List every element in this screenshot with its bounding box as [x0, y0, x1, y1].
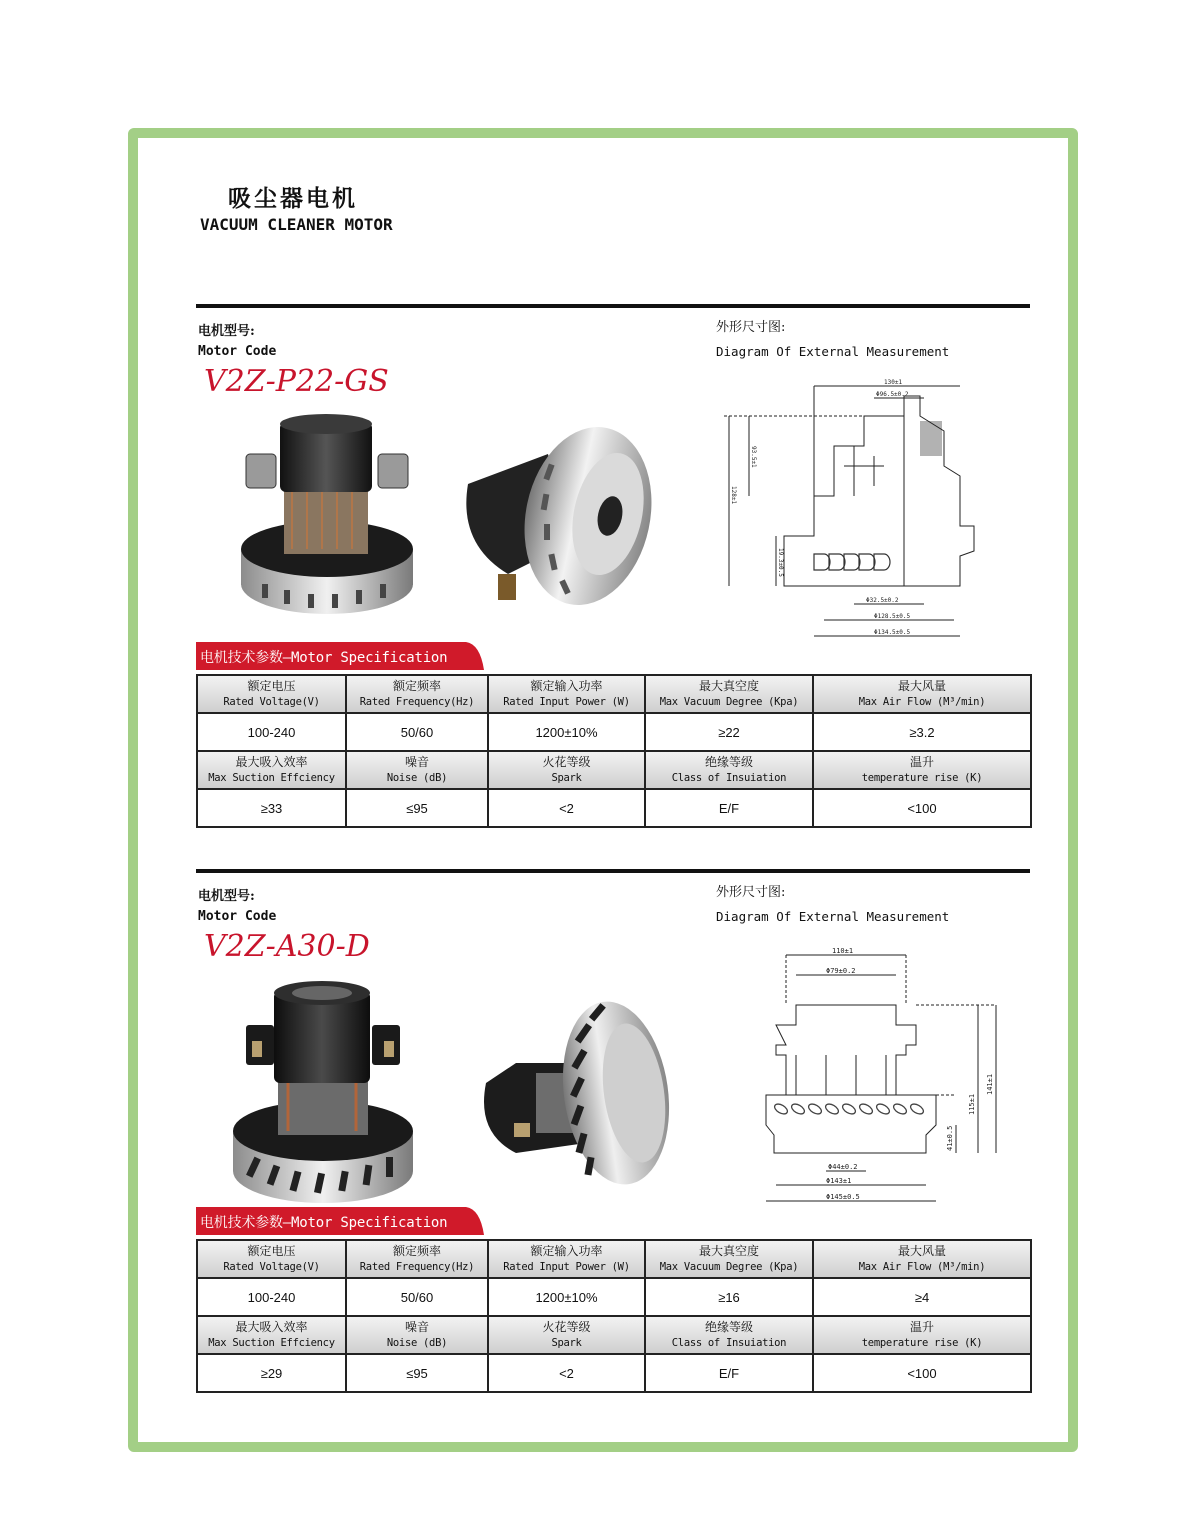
motor-code-label-en: Motor Code [198, 344, 277, 359]
motor-photo-side [476, 993, 676, 1193]
header-insulation-class: 绝缘等级 Class of Insuiation [645, 751, 813, 789]
spec-banner [196, 642, 484, 670]
spec-header-row [197, 1316, 1031, 1354]
svg-text:Φ44±0.2: Φ44±0.2 [828, 1163, 858, 1171]
svg-text:110±1: 110±1 [832, 947, 854, 955]
header-insulation-class: 绝缘等级 Class of Insuiation [645, 1316, 813, 1354]
header-max-suction-efficiency: 最大吸入效率 Max Suction Effciency [197, 1316, 346, 1354]
value-spark: <2 [488, 789, 645, 827]
svg-text:93.5±1: 93.5±1 [750, 446, 757, 468]
spec-value-row [197, 713, 1031, 751]
svg-text:Φ79±0.2: Φ79±0.2 [826, 967, 856, 975]
header-noise: 噪音 Noise (dB) [346, 1316, 488, 1354]
motor-photo-front [232, 414, 422, 624]
svg-text:Φ128.5±0.5: Φ128.5±0.5 [874, 613, 911, 620]
spec-table [196, 1239, 1032, 1393]
diagram-label-en: Diagram Of External Measurement [716, 909, 950, 924]
svg-text:19.3±0.5: 19.3±0.5 [777, 548, 784, 577]
value-rated-frequency: 50/60 [346, 1278, 488, 1316]
header-max-air-flow: 最大风量 Max Air Flow (M³/min) [813, 675, 1031, 713]
motor-code-label-cn: 电机型号: [198, 889, 255, 904]
spec-banner-title: 电机技术参数—Motor Specification [200, 1215, 448, 1231]
motor-model-name: V2Z-P22-GS [204, 364, 389, 399]
svg-text:130±1: 130±1 [884, 379, 903, 386]
motor-photo-side [458, 424, 658, 614]
value-noise: ≤95 [346, 789, 488, 827]
header-rated-input-power: 额定输入功率 Rated Input Power (W) [488, 675, 645, 713]
section-divider [196, 869, 1030, 873]
svg-text:115±1: 115±1 [968, 1093, 976, 1115]
motor-code-label-en: Motor Code [198, 909, 277, 924]
header-rated-input-power: 额定输入功率 Rated Input Power (W) [488, 1240, 645, 1278]
value-temperature-rise: <100 [813, 1354, 1031, 1392]
motor-code-label-cn: 电机型号: [198, 324, 255, 339]
spec-value-row [197, 1278, 1031, 1316]
header-max-vacuum: 最大真空度 Max Vacuum Degree (Kpa) [645, 675, 813, 713]
motor-photo-front [228, 981, 418, 1211]
value-rated-frequency: 50/60 [346, 713, 488, 751]
svg-text:Φ96.5±0.2: Φ96.5±0.2 [876, 391, 909, 398]
diagram-label-cn: 外形尺寸图: [716, 885, 786, 900]
spec-header-row [197, 751, 1031, 789]
svg-text:Φ145±0.5: Φ145±0.5 [826, 1193, 860, 1201]
value-temperature-rise: <100 [813, 789, 1031, 827]
value-spark: <2 [488, 1354, 645, 1392]
value-max-air-flow: ≥3.2 [813, 713, 1031, 751]
svg-text:Φ32.5±0.2: Φ32.5±0.2 [866, 597, 899, 604]
spec-header-row [197, 675, 1031, 713]
spec-table [196, 674, 1032, 828]
header-temperature-rise: 温升 temperature rise (K) [813, 751, 1031, 789]
value-insulation-class: E/F [645, 789, 813, 827]
page-title-en: VACUUM CLEANER MOTOR [200, 215, 393, 234]
value-rated-input-power: 1200±10% [488, 713, 645, 751]
motor-section-1 [196, 304, 1030, 844]
header-noise: 噪音 Noise (dB) [346, 751, 488, 789]
value-rated-voltage: 100-240 [197, 1278, 346, 1316]
external-measurement-drawing [756, 945, 1006, 1215]
header-spark: 火花等级 Spark [488, 1316, 645, 1354]
svg-text:Φ134.5±0.5: Φ134.5±0.5 [874, 629, 911, 636]
motor-model-name: V2Z-A30-D [204, 929, 370, 964]
header-rated-frequency: 额定频率 Rated Frequency(Hz) [346, 1240, 488, 1278]
value-rated-input-power: 1200±10% [488, 1278, 645, 1316]
value-rated-voltage: 100-240 [197, 713, 346, 751]
value-insulation-class: E/F [645, 1354, 813, 1392]
header-rated-voltage: 额定电压 Rated Voltage(V) [197, 1240, 346, 1278]
header-spark: 火花等级 Spark [488, 751, 645, 789]
motor-section-2 [196, 869, 1030, 1409]
value-max-suction-efficiency: ≥29 [197, 1354, 346, 1392]
spec-header-row [197, 1240, 1031, 1278]
header-rated-voltage: 额定电压 Rated Voltage(V) [197, 675, 346, 713]
spec-value-row [197, 1354, 1031, 1392]
spec-value-row [197, 789, 1031, 827]
spec-banner [196, 1207, 484, 1235]
diagram-label-cn: 外形尺寸图: [716, 320, 786, 335]
svg-text:41±0.5: 41±0.5 [946, 1125, 954, 1151]
value-max-vacuum: ≥16 [645, 1278, 813, 1316]
diagram-label-en: Diagram Of External Measurement [716, 344, 950, 359]
spec-banner-title: 电机技术参数—Motor Specification [200, 650, 448, 666]
value-max-suction-efficiency: ≥33 [197, 789, 346, 827]
value-max-air-flow: ≥4 [813, 1278, 1031, 1316]
header-max-vacuum: 最大真空度 Max Vacuum Degree (Kpa) [645, 1240, 813, 1278]
value-max-vacuum: ≥22 [645, 713, 813, 751]
value-noise: ≤95 [346, 1354, 488, 1392]
header-max-air-flow: 最大风量 Max Air Flow (M³/min) [813, 1240, 1031, 1278]
svg-text:Φ143±1: Φ143±1 [826, 1177, 852, 1185]
section-divider [196, 304, 1030, 308]
header-temperature-rise: 温升 temperature rise (K) [813, 1316, 1031, 1354]
header-max-suction-efficiency: 最大吸入效率 Max Suction Effciency [197, 751, 346, 789]
svg-text:141±1: 141±1 [986, 1073, 994, 1095]
page-title-cn: 吸尘器电机 [228, 185, 358, 212]
svg-text:128±1: 128±1 [730, 486, 737, 505]
external-measurement-drawing [724, 376, 984, 644]
header-rated-frequency: 额定频率 Rated Frequency(Hz) [346, 675, 488, 713]
